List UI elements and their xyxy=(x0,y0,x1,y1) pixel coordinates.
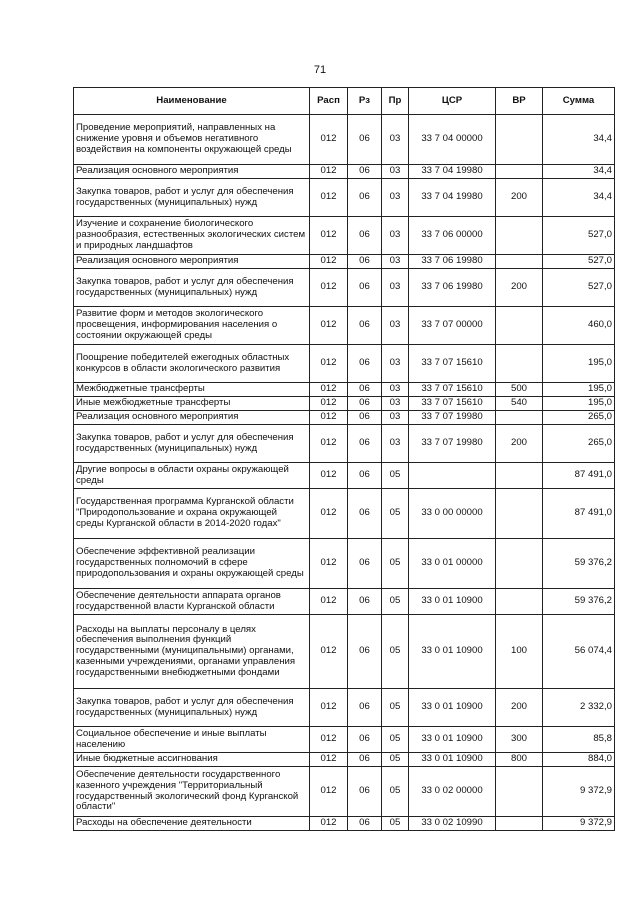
cell-csr: 33 7 07 15610 xyxy=(409,397,496,411)
cell-name: Иные бюджетные ассигнования xyxy=(74,753,310,767)
cell-vr xyxy=(496,463,543,489)
cell-rasp: 012 xyxy=(310,727,348,753)
cell-csr: 33 7 06 19980 xyxy=(409,255,496,269)
cell-rz: 06 xyxy=(348,767,382,817)
cell-rz: 06 xyxy=(348,383,382,397)
table-row xyxy=(74,345,615,383)
cell-csr: 33 7 07 19980 xyxy=(409,411,496,425)
cell-name: Реализация основного мероприятия xyxy=(74,255,310,269)
cell-rz: 06 xyxy=(348,345,382,383)
cell-rasp: 012 xyxy=(310,255,348,269)
cell-name: Расходы на выплаты персоналу в целях обеспечения выполнения функций государственными (муниципальными) органами, казенными учреждениями, органами управления государственными внебюджетными фондами xyxy=(74,615,310,689)
header-rasp: Расп xyxy=(310,88,348,115)
cell-sum: 34,4 xyxy=(543,165,615,179)
cell-name: Развитие форм и методов экологического просвещения, информирования населения о состоянии окружающей среды xyxy=(74,307,310,345)
cell-csr: 33 0 00 00000 xyxy=(409,489,496,539)
cell-rz: 06 xyxy=(348,727,382,753)
cell-sum: 527,0 xyxy=(543,255,615,269)
cell-vr xyxy=(496,539,543,589)
cell-pr: 03 xyxy=(382,165,409,179)
cell-vr xyxy=(496,115,543,165)
table-row xyxy=(74,589,615,615)
cell-rz: 06 xyxy=(348,817,382,831)
table-row xyxy=(74,727,615,753)
cell-pr: 03 xyxy=(382,345,409,383)
cell-vr: 200 xyxy=(496,689,543,727)
cell-rasp: 012 xyxy=(310,269,348,307)
cell-pr: 03 xyxy=(382,255,409,269)
cell-vr: 800 xyxy=(496,753,543,767)
cell-pr: 05 xyxy=(382,753,409,767)
cell-rz: 06 xyxy=(348,397,382,411)
cell-vr xyxy=(496,817,543,831)
cell-csr: 33 7 06 00000 xyxy=(409,217,496,255)
cell-csr: 33 0 02 10990 xyxy=(409,817,496,831)
cell-rz: 06 xyxy=(348,269,382,307)
table-row xyxy=(74,767,615,817)
cell-vr: 200 xyxy=(496,425,543,463)
cell-csr: 33 7 06 19980 xyxy=(409,269,496,307)
table-row xyxy=(74,269,615,307)
cell-rz: 06 xyxy=(348,425,382,463)
cell-sum: 87 491,0 xyxy=(543,463,615,489)
cell-sum: 460,0 xyxy=(543,307,615,345)
header-csr: ЦСР xyxy=(409,88,496,115)
header-vr: ВР xyxy=(496,88,543,115)
cell-rasp: 012 xyxy=(310,589,348,615)
table-row xyxy=(74,753,615,767)
cell-pr: 03 xyxy=(382,383,409,397)
cell-sum: 195,0 xyxy=(543,397,615,411)
table-row xyxy=(74,689,615,727)
cell-sum: 195,0 xyxy=(543,345,615,383)
cell-rz: 06 xyxy=(348,689,382,727)
cell-name: Изучение и сохранение биологического разнообразия, естественных экологических систем и природных ландшафтов xyxy=(74,217,310,255)
cell-vr xyxy=(496,767,543,817)
cell-sum: 265,0 xyxy=(543,425,615,463)
cell-sum: 34,4 xyxy=(543,179,615,217)
header-rz: Рз xyxy=(348,88,382,115)
cell-name: Государственная программа Курганской области "Природопользование и охрана окружающей среды Курганской области в 2014-2020 годах" xyxy=(74,489,310,539)
cell-csr: 33 0 01 10900 xyxy=(409,615,496,689)
cell-pr: 05 xyxy=(382,689,409,727)
cell-sum: 34,4 xyxy=(543,115,615,165)
cell-rasp: 012 xyxy=(310,165,348,179)
cell-name: Закупка товаров, работ и услуг для обеспечения государственных (муниципальных) нужд xyxy=(74,689,310,727)
cell-name: Проведение мероприятий, направленных на снижение уровня и объемов негативного воздействия на компоненты окружающей среды xyxy=(74,115,310,165)
table-row xyxy=(74,463,615,489)
table-row xyxy=(74,615,615,689)
cell-rasp: 012 xyxy=(310,397,348,411)
cell-sum: 2 332,0 xyxy=(543,689,615,727)
cell-csr: 33 7 07 19980 xyxy=(409,425,496,463)
cell-vr xyxy=(496,411,543,425)
cell-sum: 9 372,9 xyxy=(543,817,615,831)
cell-rasp: 012 xyxy=(310,425,348,463)
cell-rasp: 012 xyxy=(310,817,348,831)
cell-sum: 85,8 xyxy=(543,727,615,753)
cell-name: Закупка товаров, работ и услуг для обеспечения государственных (муниципальных) нужд xyxy=(74,425,310,463)
table-row xyxy=(74,411,615,425)
cell-pr: 05 xyxy=(382,767,409,817)
cell-rz: 06 xyxy=(348,217,382,255)
cell-rasp: 012 xyxy=(310,689,348,727)
cell-pr: 05 xyxy=(382,489,409,539)
cell-sum: 56 074,4 xyxy=(543,615,615,689)
cell-pr: 05 xyxy=(382,615,409,689)
cell-sum: 59 376,2 xyxy=(543,539,615,589)
cell-rz: 06 xyxy=(348,179,382,217)
cell-pr: 03 xyxy=(382,307,409,345)
cell-pr: 05 xyxy=(382,727,409,753)
cell-csr: 33 7 04 19980 xyxy=(409,179,496,217)
cell-rasp: 012 xyxy=(310,753,348,767)
cell-rasp: 012 xyxy=(310,767,348,817)
cell-pr: 03 xyxy=(382,425,409,463)
cell-csr: 33 7 07 15610 xyxy=(409,345,496,383)
cell-name: Закупка товаров, работ и услуг для обеспечения государственных (муниципальных) нужд xyxy=(74,269,310,307)
cell-vr: 500 xyxy=(496,383,543,397)
table-row xyxy=(74,307,615,345)
cell-pr: 05 xyxy=(382,817,409,831)
cell-csr: 33 0 01 10900 xyxy=(409,727,496,753)
cell-name: Иные межбюджетные трансферты xyxy=(74,397,310,411)
cell-name: Закупка товаров, работ и услуг для обеспечения государственных (муниципальных) нужд xyxy=(74,179,310,217)
table-row xyxy=(74,817,615,831)
cell-vr: 540 xyxy=(496,397,543,411)
cell-sum: 527,0 xyxy=(543,217,615,255)
cell-rasp: 012 xyxy=(310,115,348,165)
cell-rz: 06 xyxy=(348,255,382,269)
header-sum: Сумма xyxy=(543,88,615,115)
table-row xyxy=(74,425,615,463)
cell-csr: 33 0 01 10900 xyxy=(409,753,496,767)
cell-name: Обеспечение деятельности государственного казенного учреждения "Территориальный государственный экологический фонд Курганской области" xyxy=(74,767,310,817)
table-row xyxy=(74,165,615,179)
cell-rz: 06 xyxy=(348,463,382,489)
table-row xyxy=(74,489,615,539)
table-row xyxy=(74,179,615,217)
cell-vr xyxy=(496,489,543,539)
header-pr: Пр xyxy=(382,88,409,115)
cell-vr: 300 xyxy=(496,727,543,753)
table-body xyxy=(74,115,615,831)
cell-vr xyxy=(496,255,543,269)
cell-rasp: 012 xyxy=(310,411,348,425)
cell-rz: 06 xyxy=(348,539,382,589)
cell-pr: 03 xyxy=(382,179,409,217)
cell-vr xyxy=(496,307,543,345)
header-name: Наименование xyxy=(74,88,310,115)
cell-pr: 03 xyxy=(382,115,409,165)
cell-rz: 06 xyxy=(348,411,382,425)
cell-csr: 33 0 01 10900 xyxy=(409,689,496,727)
cell-vr xyxy=(496,589,543,615)
cell-vr: 200 xyxy=(496,179,543,217)
cell-name: Обеспечение эффективной реализации государственных полномочий в сфере природопользования и охраны окружающей среды xyxy=(74,539,310,589)
cell-rasp: 012 xyxy=(310,539,348,589)
cell-sum: 527,0 xyxy=(543,269,615,307)
cell-name: Обеспечение деятельности аппарата органов государственной власти Курганской области xyxy=(74,589,310,615)
cell-rasp: 012 xyxy=(310,307,348,345)
cell-sum: 265,0 xyxy=(543,411,615,425)
cell-rasp: 012 xyxy=(310,489,348,539)
cell-rasp: 012 xyxy=(310,345,348,383)
cell-sum: 195,0 xyxy=(543,383,615,397)
table-row xyxy=(74,539,615,589)
cell-csr: 33 0 01 10900 xyxy=(409,589,496,615)
cell-pr: 03 xyxy=(382,217,409,255)
cell-sum: 884,0 xyxy=(543,753,615,767)
cell-sum: 9 372,9 xyxy=(543,767,615,817)
cell-name: Поощрение победителей ежегодных областных конкурсов в области экологического развития xyxy=(74,345,310,383)
cell-rasp: 012 xyxy=(310,383,348,397)
page-number: 71 xyxy=(313,64,327,76)
cell-csr: 33 7 04 19980 xyxy=(409,165,496,179)
cell-csr: 33 7 07 15610 xyxy=(409,383,496,397)
cell-name: Другие вопросы в области охраны окружающей среды xyxy=(74,463,310,489)
cell-vr: 100 xyxy=(496,615,543,689)
table-row xyxy=(74,397,615,411)
table-row xyxy=(74,115,615,165)
cell-rz: 06 xyxy=(348,489,382,539)
cell-rz: 06 xyxy=(348,753,382,767)
cell-csr: 33 7 07 00000 xyxy=(409,307,496,345)
cell-rz: 06 xyxy=(348,307,382,345)
cell-csr xyxy=(409,463,496,489)
cell-vr xyxy=(496,165,543,179)
cell-csr: 33 7 04 00000 xyxy=(409,115,496,165)
cell-vr xyxy=(496,217,543,255)
cell-pr: 05 xyxy=(382,589,409,615)
cell-csr: 33 0 02 00000 xyxy=(409,767,496,817)
cell-name: Реализация основного мероприятия xyxy=(74,165,310,179)
header-row xyxy=(74,88,615,115)
cell-rz: 06 xyxy=(348,165,382,179)
cell-sum: 59 376,2 xyxy=(543,589,615,615)
cell-rz: 06 xyxy=(348,615,382,689)
cell-rasp: 012 xyxy=(310,179,348,217)
cell-name: Реализация основного мероприятия xyxy=(74,411,310,425)
cell-name: Социальное обеспечение и иные выплаты населению xyxy=(74,727,310,753)
cell-rasp: 012 xyxy=(310,615,348,689)
cell-pr: 03 xyxy=(382,269,409,307)
cell-pr: 03 xyxy=(382,397,409,411)
cell-pr: 03 xyxy=(382,411,409,425)
cell-pr: 05 xyxy=(382,539,409,589)
cell-name: Межбюджетные трансферты xyxy=(74,383,310,397)
cell-sum: 87 491,0 xyxy=(543,489,615,539)
cell-vr xyxy=(496,345,543,383)
cell-csr: 33 0 01 00000 xyxy=(409,539,496,589)
cell-pr: 05 xyxy=(382,463,409,489)
cell-rasp: 012 xyxy=(310,463,348,489)
cell-rasp: 012 xyxy=(310,217,348,255)
budget-table xyxy=(73,87,615,831)
cell-rz: 06 xyxy=(348,115,382,165)
cell-name: Расходы на обеспечение деятельности xyxy=(74,817,310,831)
table-row xyxy=(74,217,615,255)
table-row xyxy=(74,383,615,397)
cell-vr: 200 xyxy=(496,269,543,307)
cell-rz: 06 xyxy=(348,589,382,615)
table-row xyxy=(74,255,615,269)
table-header xyxy=(74,88,615,115)
